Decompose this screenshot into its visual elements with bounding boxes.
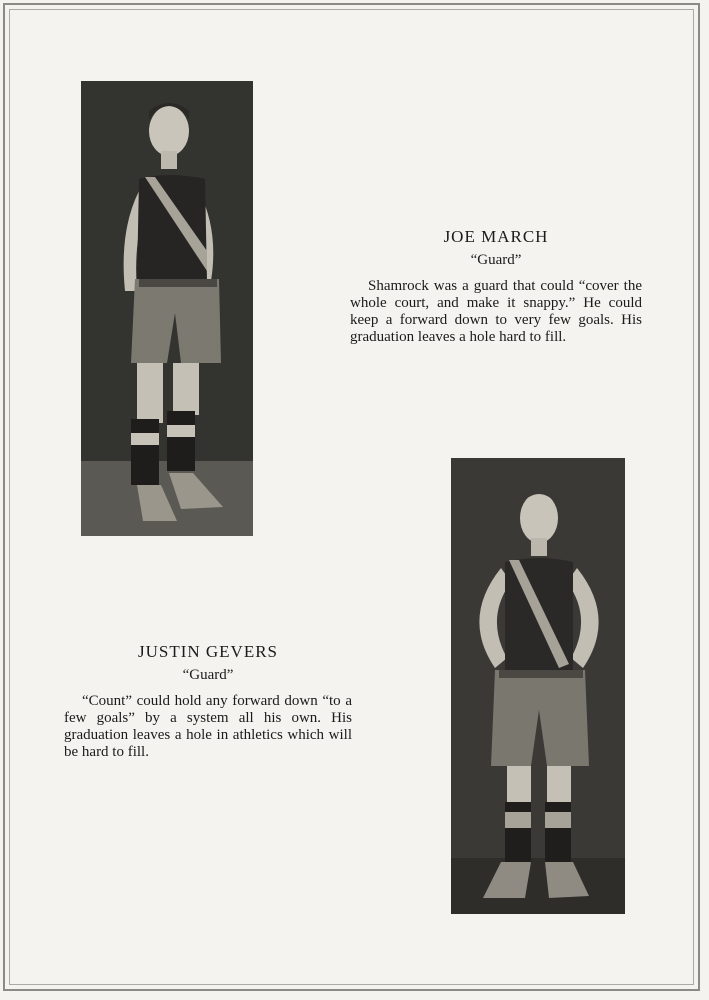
player-bio-justin-gevers	[64, 643, 352, 761]
player-photo-justin-gevers	[451, 458, 625, 914]
player-photo-joe-march	[81, 81, 253, 536]
player-name: JOE MARCH	[443, 227, 549, 246]
player-position: “Guard”	[182, 667, 234, 683]
player-description: “Count” could hold any forward down “to a few goals” by a system all his own. His graduation leaves a hole in athletics which will be hard to fill.	[64, 693, 352, 760]
player-name: JUSTIN GEVERS	[137, 642, 279, 661]
player-description: Shamrock was a guard that could “cover the whole court, and make it snappy.” He could keep a forward down to very few goals. His graduation leaves a hole hard to fill.	[350, 278, 642, 345]
player-bio-joe-march	[350, 228, 642, 346]
player-position: “Guard”	[470, 252, 522, 268]
